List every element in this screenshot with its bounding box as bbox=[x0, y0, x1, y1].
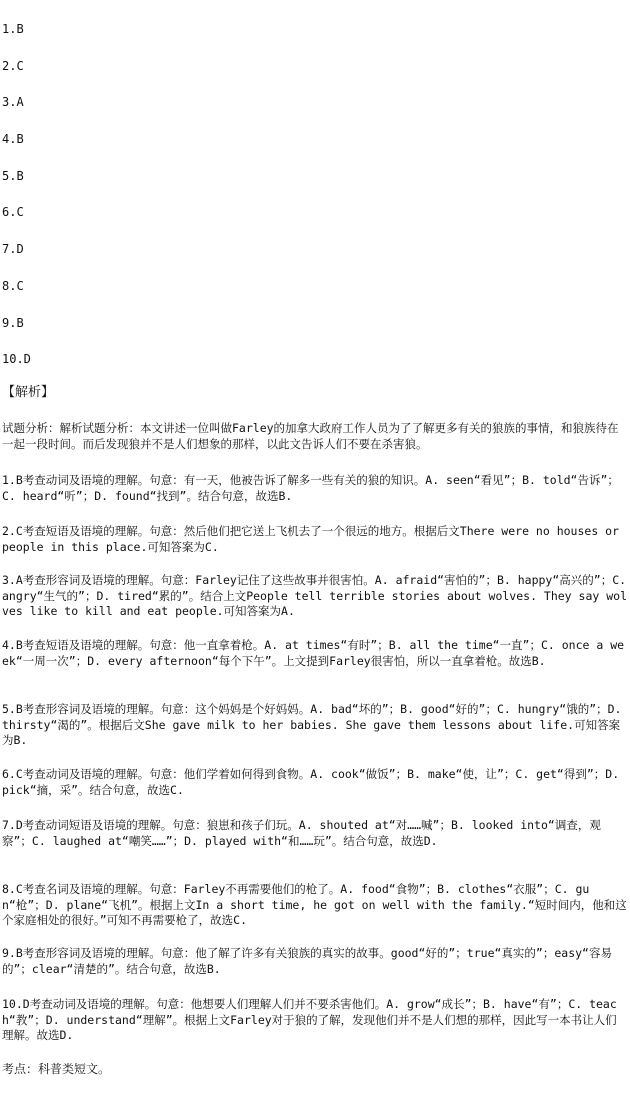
explanation-2: 2.C考查短语及语境的理解。句意：然后他们把它送上飞机去了一个很远的地方。根据后文There were no houses or people in this place.可知答案为C. bbox=[2, 524, 620, 554]
kaodian-note: 考点：科普类短文。 bbox=[2, 1062, 111, 1076]
analysis-paragraph: 试题分析：解析试题分析：本文讲述一位叫做Farley的加拿大政府工作人员为了了解更多有关的狼族的事情，和狼族待在一起一段时间。而后发现狼并不是人们想象的那样，以此文告诉人们不要在杀害狼。 bbox=[2, 421, 619, 451]
explanation-4: 4.B考查短语及语境的理解。句意：他一直拿着枪。A. at times“有时”；B. all the time“一直”；C. once a week“一周一次”；D. every afternoon“每个下午”。上文提到Farley很害怕，所以一直拿着枪。故选B. bbox=[2, 638, 625, 668]
answer-item: 2.C bbox=[2, 58, 24, 73]
explanation-10: 10.D考查动词及语境的理解。句意：他想要人们理解人们并不要杀害他们。A. grow“成长”；B. have“有”；C. teach“教”；D. understand“理解”。根据上文Farley对于狼的了解，发现他们并不是人们想的那样，因此写一本书让人们理解。故选D. bbox=[2, 997, 617, 1042]
answer-list bbox=[2, 22, 102, 389]
answer-item: 4.B bbox=[2, 132, 24, 147]
answer-item: 1.B bbox=[2, 22, 24, 36]
answer-item: 10.D bbox=[2, 352, 31, 367]
explanation-3: 3.A考查形容词及语境的理解。句意：Farley记住了这些故事并很害怕。A. afraid“害怕的”；B. happy“高兴的”；C. angry“生气的”；D. tired“累的”。结合上文People tell terrible stories about wolves. They say wolves like to kill and eat people.可知答案为A. bbox=[2, 573, 627, 618]
answer-item: 5.B bbox=[2, 168, 24, 183]
explanation-1: 1.B考查动词及语境的理解。句意：有一天，他被告诉了解多一些有关的狼的知识。A. seen“看见”；B. told“告诉”；C. heard“听”；D. found“找到”。结合句意，故选B. bbox=[2, 473, 619, 503]
answer-item: 7.D bbox=[2, 242, 24, 257]
explanation-8: 8.C考查名词及语境的理解。句意：Farley不再需要他们的枪了。A. food“食物”；B. clothes“衣服”；C. gun“枪”；D. plane“飞机”。根据上文In a short time, he got on well with the family.“短时间内，他和这个家庭相处的很好。”可知不再需要枪了，故选C. bbox=[2, 882, 627, 927]
answer-item: 3.A bbox=[2, 95, 24, 110]
answer-item: 6.C bbox=[2, 205, 24, 220]
explanation-9: 9.B考查形容词及语境的理解。句意：他了解了许多有关狼族的真实的故事。good“好的”；true“真实的”；easy“容易的”；clear“清楚的”。结合句意，故选B. bbox=[2, 946, 612, 976]
jiexi-heading: 【解析】 bbox=[2, 385, 55, 400]
answer-item: 8.C bbox=[2, 278, 24, 293]
explanation-7: 7.D考查动词短语及语境的理解。句意：狼崽和孩子们玩。A. shouted at“对……喊”；B. looked into“调查，观察”；C. laughed at“嘲笑……”；D. played with“和……玩”。结合句意，故选D. bbox=[2, 818, 601, 848]
answer-item: 9.B bbox=[2, 315, 24, 330]
explanation-6: 6.C考查动词及语境的理解。句意：他们学着如何得到食物。A. cook“做饭”；B. make“使，让”；C. get“得到”；D. pick“摘，采”。结合句意，故选C. bbox=[2, 767, 620, 797]
explanation-5: 5.B考查形容词及语境的理解。句意：这个妈妈是个好妈妈。A. bad“坏的”；B. good“好的”；C. hungry“饿的”；D. thirsty“渴的”。根据后文She gave milk to her babies. She gave them lessons about life.可知答案为B. bbox=[2, 702, 622, 747]
